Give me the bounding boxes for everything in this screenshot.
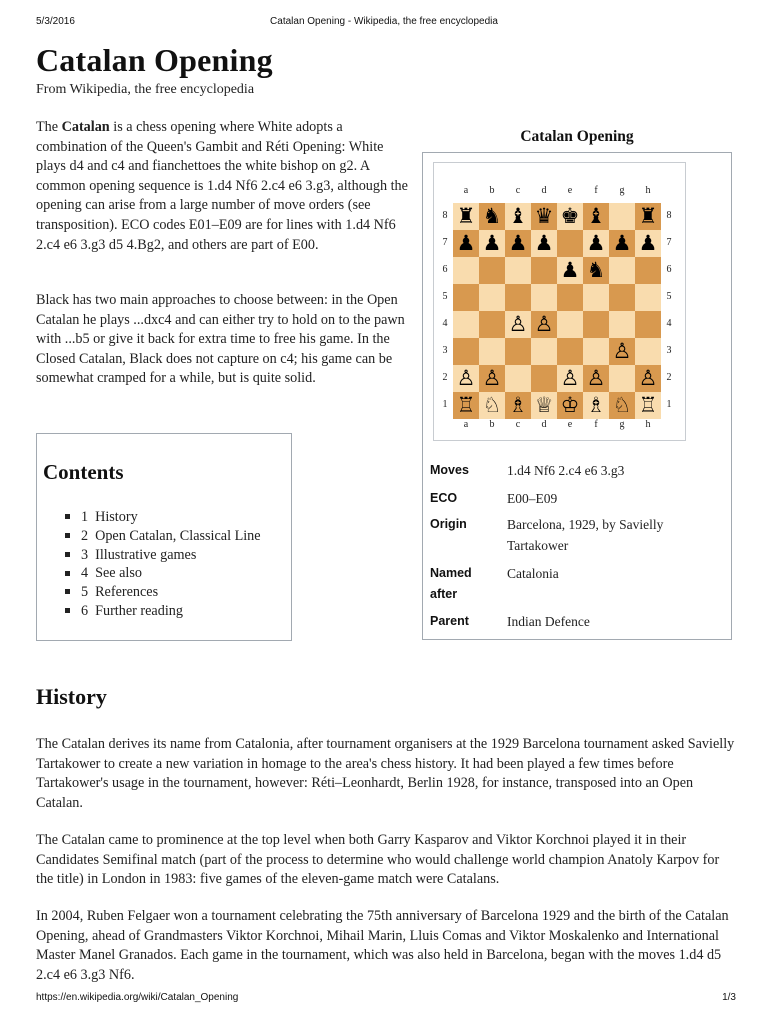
infobox-eco-label: ECO (430, 491, 458, 505)
rank-label: 6 (442, 264, 448, 275)
table-of-contents (36, 433, 292, 641)
toc-item-open-catalan[interactable] (65, 527, 261, 546)
file-label: a (463, 419, 469, 430)
square-d6 (531, 257, 557, 284)
chess-piece-icon: ♞ (482, 204, 502, 228)
square-b5 (479, 284, 505, 311)
history-paragraph-2: The Catalan came to prominence at the top level when both Garry Kasparov and Viktor Korchnoi played it in their Candidates Semifinal match (part of the process to determine who would challenge world champion Anatoly Karpov for the title) in London in 1983: five games of the eleven-game match were Catalans. (36, 832, 720, 888)
square-a6 (453, 257, 479, 284)
toc-item-further-reading[interactable] (65, 602, 261, 621)
toc-number: 5 (81, 584, 89, 601)
rank-label: 5 (442, 291, 448, 302)
square-f7 (583, 230, 609, 257)
chess-piece-icon: ♙ (456, 366, 476, 390)
rank-label: 6 (666, 264, 672, 275)
square-b4 (479, 311, 505, 338)
print-footer (0, 992, 768, 1008)
toc-link[interactable]: Illustrative games (95, 546, 197, 563)
square-g6 (609, 257, 635, 284)
square-h4 (635, 311, 661, 338)
square-f2 (583, 365, 609, 392)
chessboard-diagram (433, 162, 686, 441)
infobox-origin-value: Barcelona, 1929, by Savielly Tartakower (507, 517, 664, 553)
chess-piece-icon: ♜ (456, 204, 476, 228)
chess-piece-icon: ♗ (508, 393, 528, 417)
square-e7 (557, 230, 583, 257)
chess-piece-icon: ♟ (482, 231, 502, 255)
file-label: b (489, 419, 495, 430)
square-f4 (583, 311, 609, 338)
square-d2 (531, 365, 557, 392)
square-g1 (609, 392, 635, 419)
square-f8 (583, 203, 609, 230)
square-e8 (557, 203, 583, 230)
square-e3 (557, 338, 583, 365)
square-d7 (531, 230, 557, 257)
toc-number: 6 (81, 602, 89, 619)
history-paragraph-1: The Catalan derives its name from Catalonia, after tournament organisers at the 1929 Barcelona tournament asked Savielly Tartakower to create a new variation in homage to the area's chess history. It had been played a few times before Tartakower's usage in the tournament, however: Réti–Leonhardt, Berlin 1928, for instance, transposed into an Open Catalan. (36, 736, 735, 811)
square-h1 (635, 392, 661, 419)
file-label: h (645, 185, 651, 196)
file-label: g (619, 419, 625, 430)
print-url: https://en.wikipedia.org/wiki/Catalan_Opening (36, 992, 239, 1003)
rank-label: 3 (442, 345, 448, 356)
rank-label: 7 (666, 237, 672, 248)
square-f1 (583, 392, 609, 419)
print-page-number: 1/3 (722, 992, 736, 1003)
square-e6 (557, 257, 583, 284)
toc-number: 3 (81, 546, 89, 563)
chess-piece-icon: ♟ (508, 231, 528, 255)
chess-piece-icon: ♗ (586, 393, 606, 417)
square-e5 (557, 284, 583, 311)
file-label: d (541, 185, 547, 196)
chess-piece-icon: ♟ (534, 231, 554, 255)
file-label: b (489, 185, 495, 196)
print-date: 5/3/2016 (36, 16, 75, 27)
rank-label: 8 (442, 210, 448, 221)
infobox-parent-value[interactable]: Indian Defence (507, 614, 590, 629)
toc-number: 4 (81, 565, 89, 582)
chess-piece-icon: ♙ (534, 312, 554, 336)
toc-link[interactable]: References (95, 584, 159, 601)
toc-link[interactable]: History (95, 509, 138, 525)
intro-bold-term: Catalan (61, 119, 110, 135)
square-a2 (453, 365, 479, 392)
toc-item-references[interactable] (65, 583, 261, 602)
square-c3 (505, 338, 531, 365)
square-g8 (609, 203, 635, 230)
intro-lead: The (36, 119, 62, 135)
toc-title: Contents (43, 460, 124, 484)
rank-label: 8 (666, 210, 672, 221)
square-g7 (609, 230, 635, 257)
chess-piece-icon: ♙ (482, 366, 502, 390)
square-c6 (505, 257, 531, 284)
intro-paragraph-2: Black has two main approaches to choose between: in the Open Catalan he plays ...dxc4 and can either try to hold on to the pawn with ...b5 or give it back for extra time to free his game. In the Closed Catalan, Black does not capture on c4; his game can be somewhat cramped for a while, but is quite solid. (36, 292, 405, 387)
toc-list (65, 508, 261, 621)
toc-link[interactable]: Open Catalan, Classical Line (95, 527, 261, 544)
chess-piece-icon: ♖ (456, 393, 476, 417)
square-c2 (505, 365, 531, 392)
infobox-named-value[interactable]: Catalonia (507, 566, 559, 581)
square-b7 (479, 230, 505, 257)
file-label: e (567, 185, 573, 196)
toc-number: 2 (81, 527, 89, 544)
chess-piece-icon: ♛ (534, 204, 554, 228)
chess-piece-icon: ♟ (456, 231, 476, 255)
square-d3 (531, 338, 557, 365)
square-e1 (557, 392, 583, 419)
square-f3 (583, 338, 609, 365)
square-c4 (505, 311, 531, 338)
square-f5 (583, 284, 609, 311)
history-heading: History (36, 684, 107, 709)
toc-item-illustrative-games[interactable] (65, 546, 261, 565)
square-h6 (635, 257, 661, 284)
square-a1 (453, 392, 479, 419)
rank-label: 4 (442, 318, 448, 329)
chess-piece-icon: ♖ (638, 393, 658, 417)
infobox (422, 152, 732, 640)
file-label: f (594, 185, 598, 196)
bullet-icon (65, 589, 70, 594)
square-h5 (635, 284, 661, 311)
rank-label: 5 (666, 291, 672, 302)
toc-link[interactable]: See also (95, 565, 142, 582)
file-label: c (515, 185, 521, 196)
rank-label: 4 (666, 318, 672, 329)
rank-label: 2 (666, 372, 672, 383)
print-header (0, 16, 768, 32)
square-e2 (557, 365, 583, 392)
square-e4 (557, 311, 583, 338)
file-label: c (515, 419, 521, 430)
bullet-icon (65, 571, 70, 576)
chess-piece-icon: ♜ (638, 204, 658, 228)
chess-piece-icon: ♝ (586, 204, 606, 228)
chess-piece-icon: ♔ (560, 393, 580, 417)
file-label: h (645, 419, 651, 430)
square-d1 (531, 392, 557, 419)
toc-number: 1 (81, 509, 89, 525)
bullet-icon (65, 552, 70, 557)
square-g2 (609, 365, 635, 392)
site-subtitle: From Wikipedia, the free encyclopedia (36, 82, 255, 97)
chessboard (453, 203, 661, 419)
bullet-icon (65, 533, 70, 538)
square-b2 (479, 365, 505, 392)
square-a8 (453, 203, 479, 230)
square-a4 (453, 311, 479, 338)
bullet-icon (65, 514, 70, 519)
square-g3 (609, 338, 635, 365)
square-c7 (505, 230, 531, 257)
chess-piece-icon: ♟ (586, 231, 606, 255)
infobox-origin-label: Origin (430, 517, 467, 531)
rank-label: 2 (442, 372, 448, 383)
infobox-eco-value[interactable]: E00–E09 (507, 491, 558, 506)
square-h2 (635, 365, 661, 392)
rank-label: 3 (666, 345, 672, 356)
square-d4 (531, 311, 557, 338)
chess-piece-icon: ♕ (534, 393, 554, 417)
chess-piece-icon: ♘ (612, 393, 632, 417)
print-doc-title: Catalan Opening - Wikipedia, the free encyclopedia (270, 16, 498, 27)
square-h8 (635, 203, 661, 230)
bullet-icon (65, 608, 70, 613)
chess-piece-icon: ♞ (586, 258, 606, 282)
square-b8 (479, 203, 505, 230)
infobox-moves-value: 1.d4 Nf6 2.c4 e6 3.g3 (507, 463, 625, 478)
chess-piece-icon: ♟ (638, 231, 658, 255)
toc-link[interactable]: Further reading (95, 602, 183, 619)
square-b3 (479, 338, 505, 365)
history-paragraph-3: In 2004, Ruben Felgaer won a tournament celebrating the 75th anniversary of Barcelona 1929 and the birth of the Catalan Opening, ahead of Grandmasters Viktor Korchnoi, Mihail Marin, Lluis Comas and Viktor Moskalenko and International Master Manel Granados. Each game in the tournament, which was also held in Barcelona, began with the moves 1.d4 d5 2.c4 e6 3.g3 Nf6. (36, 908, 729, 983)
chess-piece-icon: ♝ (508, 204, 528, 228)
square-g5 (609, 284, 635, 311)
infobox-title: Catalan Opening (520, 128, 634, 145)
chess-piece-icon: ♟ (612, 231, 632, 255)
square-c8 (505, 203, 531, 230)
square-b6 (479, 257, 505, 284)
square-d5 (531, 284, 557, 311)
rank-label: 1 (666, 399, 672, 410)
intro-body: is a chess opening where White adopts a combination of the Queen's Gambit and Réti Opening: White plays d4 and c4 and fianchettoes the white bishop on g2. A common opening sequence is 1.d4 Nf6 2.c4 e6 3.g3, although the opening can arise from a large number of move orders (see transposition). ECO codes E01–E09 are for lines with 1.d4 Nf6 2.c4 e6 3.g3 d5 4.Bg2, and others are part of E00. (36, 119, 408, 253)
chess-piece-icon: ♚ (560, 204, 580, 228)
square-c5 (505, 284, 531, 311)
intro-paragraph (36, 118, 408, 255)
square-c1 (505, 392, 531, 419)
chess-piece-icon: ♘ (482, 393, 502, 417)
file-label: f (594, 419, 598, 430)
square-f6 (583, 257, 609, 284)
file-label: e (567, 419, 573, 430)
infobox-moves-label: Moves (430, 463, 469, 477)
infobox-parent-label: Parent (430, 614, 469, 628)
chess-piece-icon: ♙ (508, 312, 528, 336)
square-a7 (453, 230, 479, 257)
file-label: a (463, 185, 469, 196)
file-label: d (541, 419, 547, 430)
chess-piece-icon: ♙ (586, 366, 606, 390)
chess-piece-icon: ♟ (560, 258, 580, 282)
square-h3 (635, 338, 661, 365)
chess-piece-icon: ♙ (638, 366, 658, 390)
toc-item-see-also[interactable] (65, 564, 261, 583)
square-h7 (635, 230, 661, 257)
page-title: Catalan Opening (36, 42, 273, 78)
square-g4 (609, 311, 635, 338)
rank-label: 7 (442, 237, 448, 248)
toc-item-history[interactable] (65, 508, 261, 527)
file-label: g (619, 185, 625, 196)
chess-piece-icon: ♙ (612, 339, 632, 363)
square-d8 (531, 203, 557, 230)
rank-label: 1 (442, 399, 448, 410)
infobox-named-label: Named after (430, 566, 472, 601)
square-b1 (479, 392, 505, 419)
chess-piece-icon: ♙ (560, 366, 580, 390)
square-a3 (453, 338, 479, 365)
square-a5 (453, 284, 479, 311)
